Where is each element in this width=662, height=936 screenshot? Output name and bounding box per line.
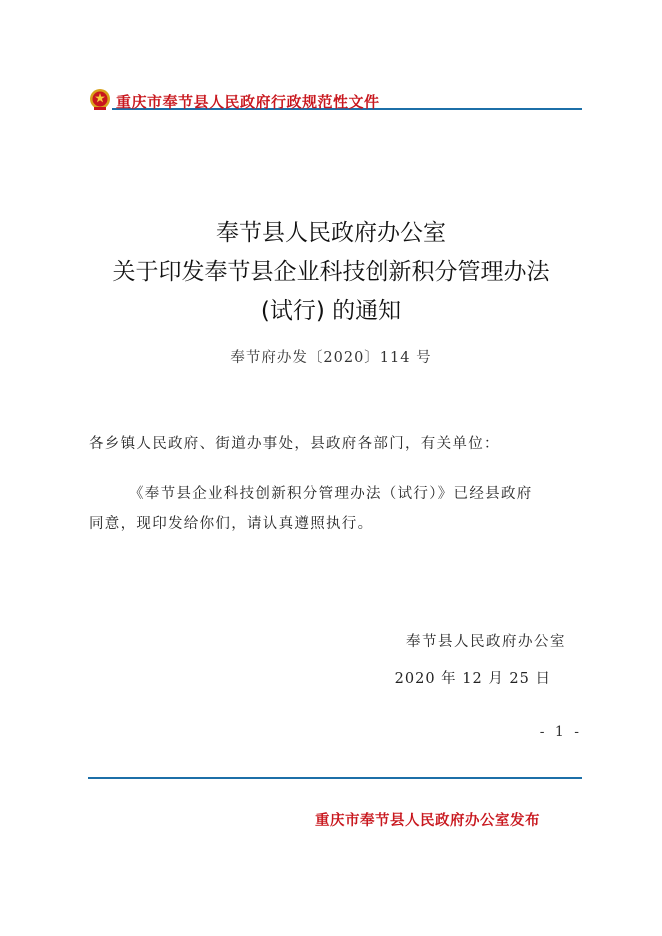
- document-title: [60, 214, 602, 331]
- signature-org: 奉节县人民政府办公室: [406, 634, 566, 650]
- salutation: 各乡镇人民政府、街道办事处，县政府各部门，有关单位：: [89, 436, 500, 452]
- title-line-1: 奉节县人民政府办公室: [216, 220, 446, 246]
- header-title: 重庆市奉节县人民政府行政规范性文件: [116, 93, 380, 111]
- title-line-3: (试行) 的通知: [260, 298, 402, 324]
- document-number: 奉节府办发〔2020〕114 号: [230, 350, 432, 366]
- national-emblem-icon: [88, 88, 112, 112]
- body-line-1-text: 《奉节县企业科技创新积分管理办法（试行）》已经县政府: [129, 486, 533, 502]
- body-line-2: 同意，现印发给你们，请认真遵照执行。: [89, 516, 374, 532]
- footer-rule: [88, 777, 582, 779]
- signature-date: 2020 年 12 月 25 日: [394, 671, 551, 687]
- title-line-2: 关于印发奉节县企业科技创新积分管理办法: [112, 259, 550, 285]
- page-number: - 1 -: [539, 724, 582, 740]
- body-line-1: [89, 482, 585, 503]
- footer-publisher: 重庆市奉节县人民政府办公室发布: [315, 813, 540, 829]
- document-header: [88, 86, 582, 116]
